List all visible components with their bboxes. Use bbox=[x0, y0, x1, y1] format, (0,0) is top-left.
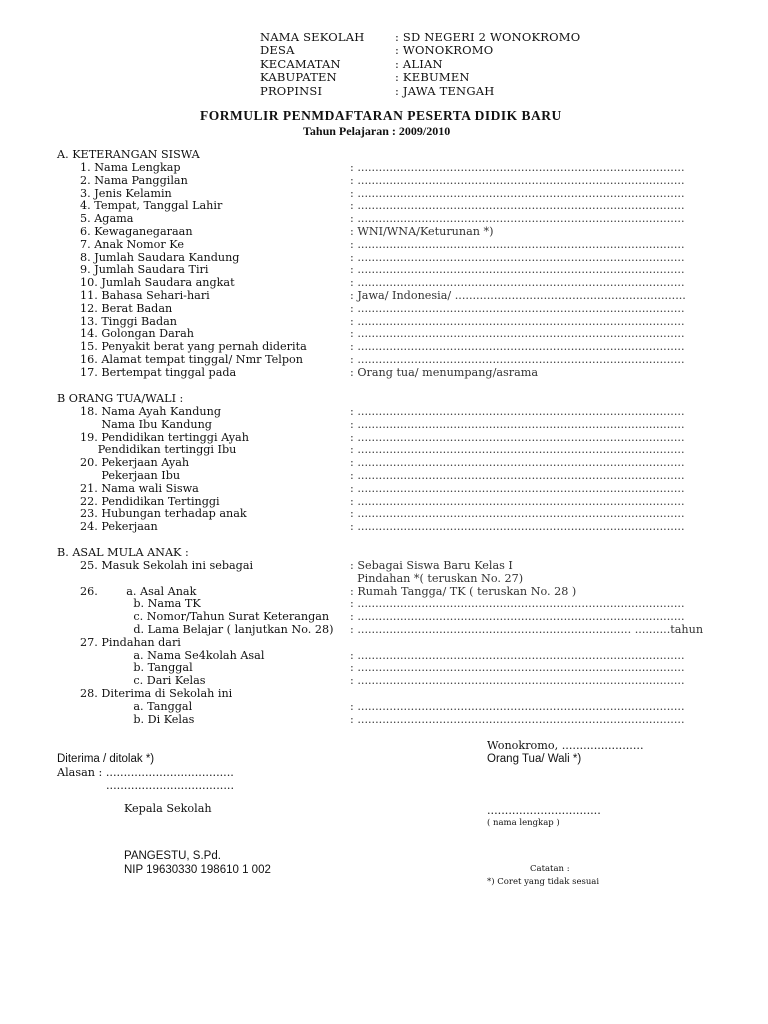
field-value[interactable]: : ............................................................................. ..........tahun bbox=[350, 623, 704, 636]
field-value[interactable]: : Rumah Tangga/ TK ( teruskan No. 28 ) bbox=[350, 584, 577, 598]
field-value[interactable]: : ............................................................................................ bbox=[350, 661, 685, 675]
field-label: 13. Tinggi Badan bbox=[80, 314, 177, 328]
header-label: KABUPATEN bbox=[260, 70, 337, 85]
field-label: 4. Tempat, Tanggal Lahir bbox=[80, 199, 223, 213]
note-text: *) Coret yang tidak sesuai bbox=[487, 877, 600, 887]
field-label: 5. Agama bbox=[80, 212, 134, 226]
field-value[interactable]: : ............................................................................................ bbox=[350, 674, 685, 688]
field-label: 15. Penyakit berat yang pernah diderita bbox=[80, 340, 307, 354]
field-label: 20. Pekerjaan Ayah bbox=[80, 456, 190, 470]
field-label: 26. a. Asal Anak bbox=[80, 584, 197, 598]
field-label: b. Tanggal bbox=[80, 661, 193, 675]
field-label: 24. Pekerjaan bbox=[80, 520, 158, 534]
field-label: Nama Ibu Kandung bbox=[80, 417, 212, 431]
form-title: FORMULIR PENMDAFTARAN PESERTA DIDIK BARU bbox=[200, 108, 562, 123]
field-label: 9. Jumlah Saudara Tiri bbox=[80, 263, 209, 277]
field-value[interactable]: : ............................................................................................ bbox=[350, 456, 685, 470]
field-label: 16. Alamat tempat tinggal/ Nmr Telpon bbox=[80, 353, 303, 366]
header-value: : SD NEGERI 2 WONOKROMO bbox=[395, 30, 581, 44]
field-label: d. Lama Belajar ( lanjutkan No. 28) bbox=[80, 623, 334, 636]
headmaster-name: PANGESTU, S.Pd. bbox=[124, 850, 221, 862]
field-value[interactable]: : ............................................................................................ bbox=[350, 212, 685, 226]
field-value[interactable]: : ............................................................................................ bbox=[350, 481, 685, 495]
field-label: 3. Jenis Kelamin bbox=[80, 186, 172, 200]
header-label: KECAMATAN bbox=[260, 56, 341, 71]
field-label: 22. Pendidikan Tertinggi bbox=[80, 494, 220, 508]
accepted-label: Diterima / ditolak *) bbox=[57, 753, 155, 765]
header-value: : KEBUMEN bbox=[395, 70, 470, 85]
field-value[interactable]: : ............................................................................................ bbox=[350, 263, 685, 277]
field-value[interactable]: Pindahan *( teruskan No. 27) bbox=[350, 571, 524, 585]
field-value[interactable]: : ............................................................................................ bbox=[350, 405, 685, 418]
field-label: 7. Anak Nomor Ke bbox=[80, 237, 184, 251]
header-value: : JAWA TENGAH bbox=[395, 83, 495, 98]
field-label: a. Nama Se4kolah Asal bbox=[80, 648, 265, 662]
field-label: b. Nama TK bbox=[80, 597, 201, 611]
section-b-heading: B ORANG TUA/WALI : bbox=[57, 392, 184, 405]
field-label: 1. Nama Lengkap bbox=[80, 161, 181, 174]
field-label: 11. Bahasa Sehari-hari bbox=[80, 289, 210, 302]
field-value[interactable]: : Sebagai Siswa Baru Kelas I bbox=[350, 559, 513, 572]
field-value[interactable]: : ............................................................................................ bbox=[350, 520, 685, 534]
field-value[interactable]: : ............................................................................................ bbox=[350, 507, 685, 521]
field-label: 25. Masuk Sekolah ini sebagai bbox=[80, 559, 254, 572]
field-value[interactable]: : ............................................................................................ bbox=[350, 327, 685, 341]
field-value[interactable]: : ............................................................................................ bbox=[350, 161, 685, 174]
field-label: 6. Kewaganegaraan bbox=[80, 225, 193, 238]
section-a-heading: A. KETERANGAN SISWA bbox=[57, 148, 200, 161]
field-value[interactable]: : WNI/WNA/Keturunan *) bbox=[350, 225, 494, 238]
reason-line-1: Alasan : .................................... bbox=[57, 766, 234, 779]
field-value[interactable]: : ............................................................................................ bbox=[350, 250, 685, 264]
header-label: NAMA SEKOLAH bbox=[260, 30, 365, 44]
field-label: Pekerjaan Ibu bbox=[80, 469, 181, 482]
field-label: c. Nomor/Tahun Surat Keterangan bbox=[80, 610, 330, 624]
field-value[interactable]: : ............................................................................................ bbox=[350, 353, 685, 366]
field-label: a. Tanggal bbox=[80, 699, 193, 713]
field-label: 12. Berat Badan bbox=[80, 301, 173, 315]
section-c-heading: B. ASAL MULA ANAK : bbox=[57, 546, 189, 559]
field-label: 10. Jumlah Saudara angkat bbox=[80, 276, 235, 290]
field-value[interactable]: : ............................................................................................ bbox=[350, 276, 685, 290]
headmaster-nip: NIP 19630330 198610 1 002 bbox=[124, 864, 271, 876]
header-label: PROPINSI bbox=[260, 83, 323, 98]
place-date: Wonokromo, ....................... bbox=[487, 739, 644, 752]
full-name-label: ( nama lengkap ) bbox=[487, 818, 560, 828]
field-label: 23. Hubungan terhadap anak bbox=[80, 507, 247, 521]
field-value[interactable]: : ............................................................................................ bbox=[350, 699, 685, 713]
header-value: : WONOKROMO bbox=[395, 43, 494, 58]
field-value[interactable]: : ............................................................................................ bbox=[350, 610, 685, 624]
field-value[interactable]: : ............................................................................................ bbox=[350, 173, 685, 187]
field-value[interactable]: : ............................................................................................ bbox=[350, 199, 685, 213]
field-value[interactable]: : ............................................................................................ bbox=[350, 186, 685, 200]
note-title: Catatan : bbox=[530, 864, 570, 874]
field-label: 17. Bertempat tinggal pada bbox=[80, 365, 237, 379]
field-value[interactable]: : ............................................................................................ bbox=[350, 340, 685, 354]
field-value[interactable]: : ............................................................................................ bbox=[350, 648, 685, 662]
headmaster-label: Kepala Sekolah bbox=[124, 802, 212, 815]
field-label: c. Dari Kelas bbox=[80, 674, 206, 688]
field-label: Pendidikan tertinggi Ibu bbox=[80, 443, 237, 457]
field-value[interactable]: : ............................................................................................ bbox=[350, 597, 685, 611]
field-value[interactable]: : ............................................................................................ bbox=[350, 712, 685, 726]
reason-line-2: .................................... bbox=[106, 779, 235, 792]
field-value[interactable]: : ............................................................................................ bbox=[350, 494, 685, 508]
header-value: : ALIAN bbox=[395, 56, 443, 71]
parent-label: Orang Tua/ Wali *) bbox=[487, 753, 582, 765]
header-label: DESA bbox=[260, 43, 295, 58]
form-subtitle: Tahun Pelajaran : 2009/2010 bbox=[303, 124, 451, 138]
field-label: 14. Golongan Darah bbox=[80, 327, 194, 341]
field-value[interactable]: : ............................................................................................ bbox=[350, 301, 685, 315]
field-label: 21. Nama wali Siswa bbox=[80, 481, 199, 495]
field-label: b. Di Kelas bbox=[80, 712, 195, 726]
field-value[interactable]: : ............................................................................................ bbox=[350, 430, 685, 444]
field-value[interactable]: : ............................................................................................ bbox=[350, 469, 685, 482]
field-label: 2. Nama Panggilan bbox=[80, 173, 188, 187]
field-label: 8. Jumlah Saudara Kandung bbox=[80, 250, 240, 264]
field-value[interactable]: : Jawa/ Indonesia/ ................................................................. bbox=[350, 289, 686, 302]
field-value[interactable]: : ............................................................................................ bbox=[350, 314, 685, 328]
field-label: 19. Pendidikan tertinggi Ayah bbox=[80, 430, 249, 444]
field-value[interactable]: : ............................................................................................ bbox=[350, 237, 685, 251]
field-value[interactable]: : ............................................................................................ bbox=[350, 443, 685, 457]
field-label: 28. Diterima di Sekolah ini bbox=[80, 687, 233, 700]
field-value[interactable]: : ............................................................................................ bbox=[350, 417, 685, 431]
field-label: 27. Pindahan dari bbox=[80, 635, 181, 649]
field-label: 18. Nama Ayah Kandung bbox=[80, 405, 221, 418]
signature-line: ................................ bbox=[487, 804, 601, 817]
field-value[interactable]: : Orang tua/ menumpang/asrama bbox=[350, 365, 539, 379]
